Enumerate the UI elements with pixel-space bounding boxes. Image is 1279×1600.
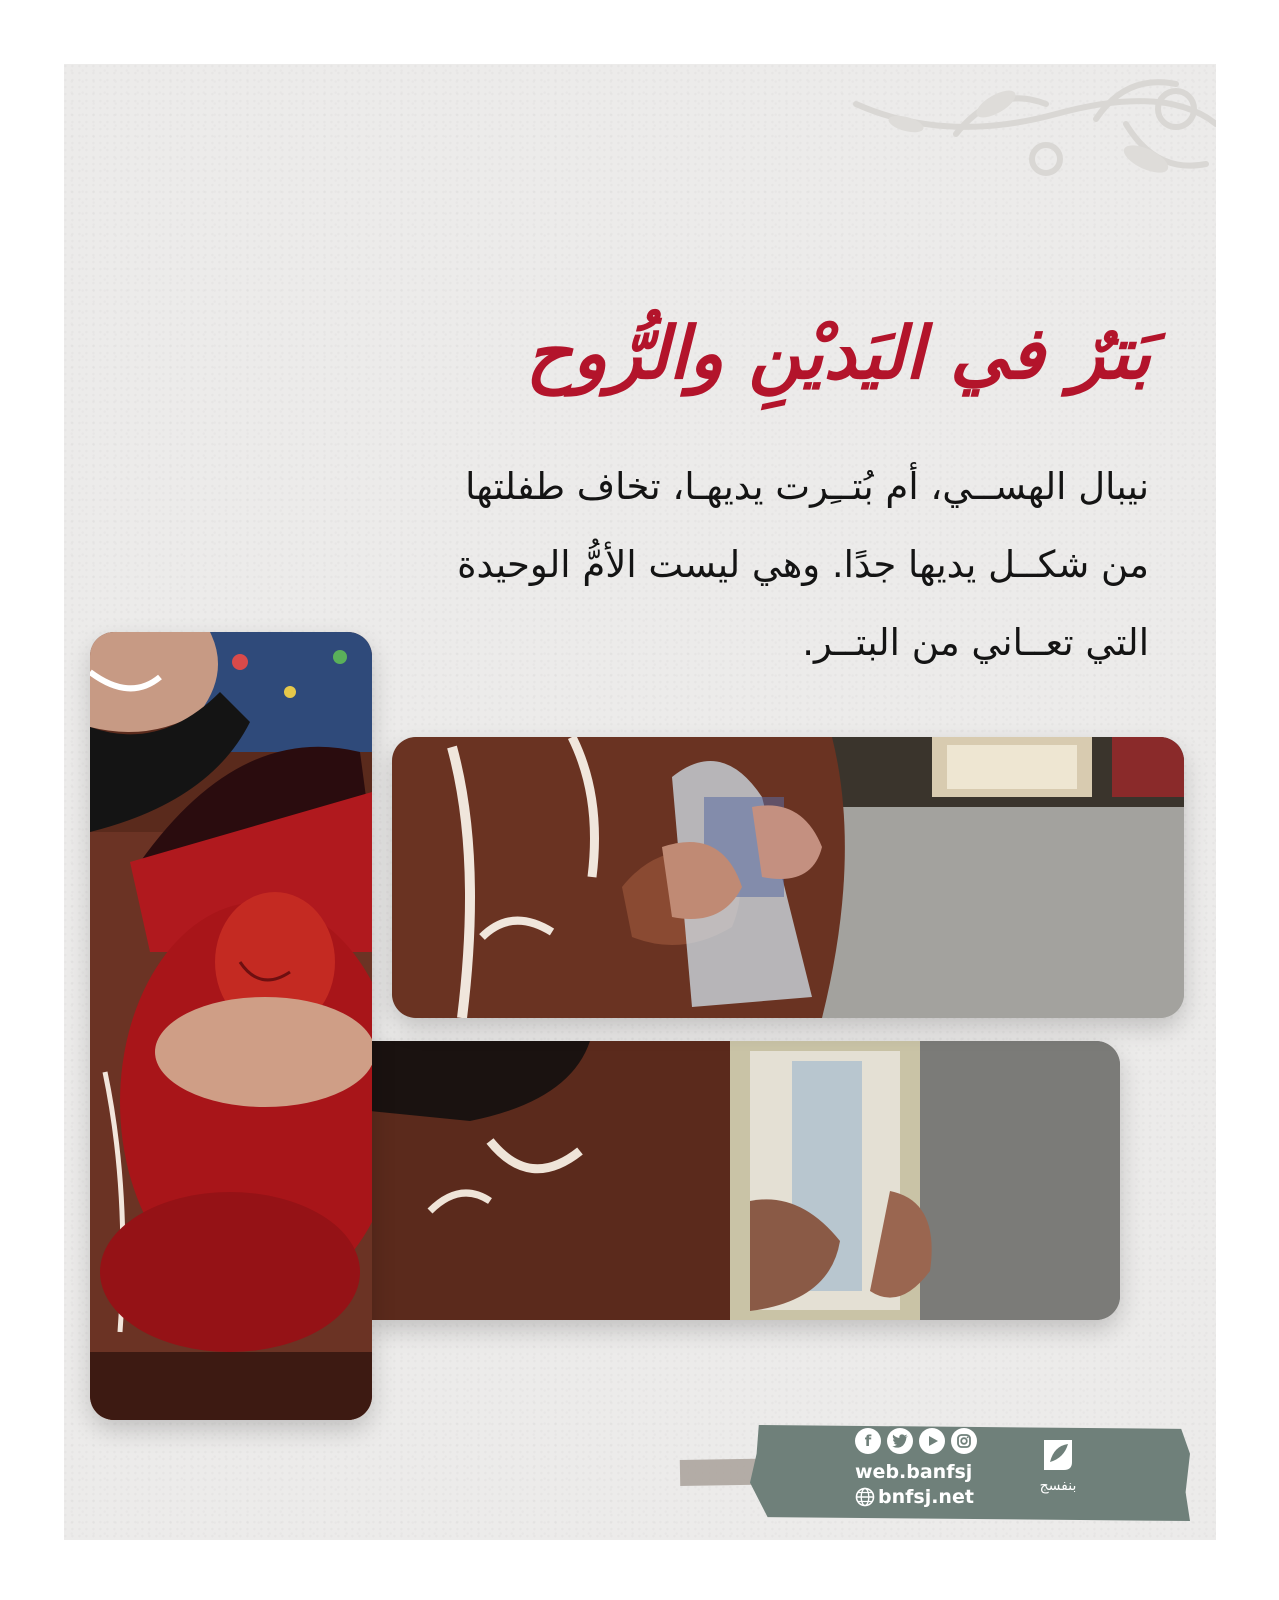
body-line: نيبال الهســي، أم بُتــِرت يديهـا، تخاف طفلتها [465,465,1149,508]
social-icons [855,1428,977,1454]
website-link[interactable] [855,1486,974,1508]
instagram-icon[interactable] [951,1428,977,1454]
photo-water-bottle [392,737,1184,1018]
body-line: من شكــل يديها جدًا. وهي ليست الأمُّ الوحيدة [457,543,1149,586]
leaf-logo-icon [1036,1432,1080,1476]
photo-mirror [370,1041,1120,1320]
headline-title: بَترٌ في اليَديْنِ والرُّوح [525,310,1151,395]
globe-icon [855,1487,875,1507]
youtube-icon[interactable] [919,1428,945,1454]
floral-ornament [796,64,1216,214]
facebook-icon[interactable]: f [855,1428,881,1454]
twitter-icon[interactable] [887,1428,913,1454]
brand-logo [1023,1432,1093,1512]
website-text: bnfsj.net [878,1486,974,1508]
body-line: التي تعــاني من البتــر. [802,621,1149,664]
body-paragraph [389,448,1149,682]
social-handle[interactable]: web.banfsj [855,1461,973,1483]
photo-teddy-bear [90,632,372,1420]
brand-name: بنفسج [1039,1478,1077,1494]
